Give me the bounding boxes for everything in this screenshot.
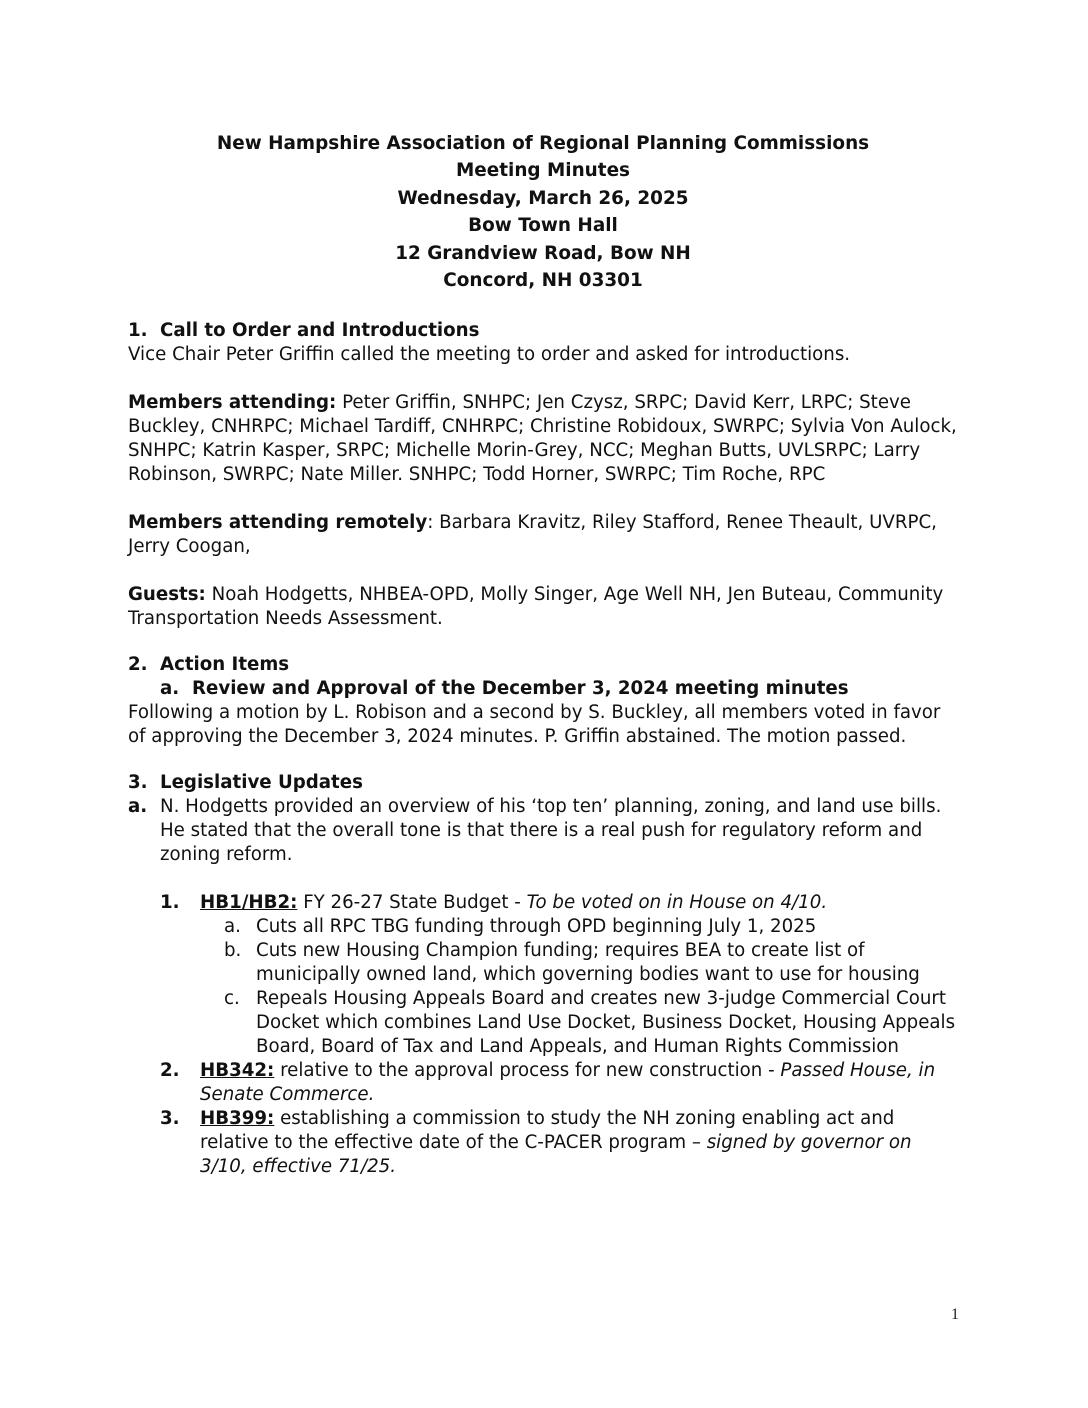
section-title: Call to Order and Introductions <box>160 320 480 342</box>
item-number: a. <box>128 796 148 818</box>
subitem-text: Cuts new Housing Champion funding; requires BEA to create list of municipally owned land, which governing bodies want to use for housing <box>256 940 920 986</box>
doc-title: Meeting Minutes <box>455 160 630 182</box>
guests-list: Noah Hodgetts, NHBEA-OPD, Molly Singer, Age Well NH, Jen Buteau, Community Transportation Needs Assessment. <box>128 584 944 630</box>
section-3-heading <box>128 771 958 795</box>
bill-status: Passed House, in Senate Commerce. <box>200 1060 936 1106</box>
bill-item <box>128 891 958 915</box>
members-label: Members attending: <box>128 392 337 414</box>
bill-code: HB1/HB2: <box>200 892 298 914</box>
bill-code: HB399: <box>200 1108 275 1130</box>
bill-subitem <box>128 939 958 987</box>
bill-subitem <box>128 915 958 939</box>
section-title: Legislative Updates <box>160 772 363 794</box>
meeting-venue: Bow Town Hall <box>468 215 618 237</box>
bill-subitem <box>128 987 958 1059</box>
bill-number: 3. <box>160 1108 180 1130</box>
subitem-number: b. <box>224 940 242 962</box>
bill-status: To be voted on in House on 4/10. <box>526 892 828 914</box>
subitem-text: Repeals Housing Appeals Board and creates new 3-judge Commercial Court Docket which combines Land Use Docket, Business Docket, Housing Appeals Board, Board of Tax and Land Appeals, and Human Rights Commission <box>256 988 956 1058</box>
bill-status: signed by governor on 3/10, effective 71/25. <box>200 1132 912 1178</box>
venue-address: 12 Grandview Road, Bow NH <box>395 242 691 264</box>
bill-item <box>128 1107 958 1179</box>
subitem-number: c. <box>224 988 240 1010</box>
document-page <box>128 130 958 1179</box>
bill-code: HB342: <box>200 1060 275 1082</box>
action-item-heading <box>128 677 958 701</box>
subitem-number: a. <box>224 916 241 938</box>
org-name: New Hampshire Association of Regional Planning Commissions <box>216 133 870 154</box>
document-header <box>128 130 958 294</box>
subsection-number: a. <box>160 678 180 700</box>
remote-list: : Barbara Kravitz, Riley Stafford, Renee Theault, UVRPC, Jerry Coogan, <box>128 512 937 558</box>
bill-item <box>128 1059 958 1107</box>
bill-description: relative to the approval process for new construction - <box>274 1060 781 1082</box>
section-number: 1. <box>128 320 148 342</box>
section-1-heading <box>128 319 958 343</box>
bill-description: FY 26-27 State Budget - <box>297 892 527 914</box>
members-list: Peter Griffin, SNHPC; Jen Czysz, SRPC; David Kerr, LRPC; Steve Buckley, CNHRPC; Michael Tardiff, CNHRPC; Christine Robidoux, SWRPC; Sylvia Von Aulock, SNHPC; Katrin Kasper, SRPC; Michelle Morin-Grey, NCC; Meghan Butts, UVLSRPC; Larry Robinson, SWRPC; Nate Miller. SNHPC; Todd Horner, SWRPC; Tim Roche, RPC <box>128 392 957 486</box>
approval-text: Following a motion by L. Robison and a second by S. Buckley, all members voted in favor of approving the December 3, 2024 minutes. P. Griffin abstained. The motion passed. <box>128 702 941 748</box>
meeting-date: Wednesday, March 26, 2025 <box>397 187 689 209</box>
call-to-order-text: Vice Chair Peter Griffin called the meeting to order and asked for introductions. <box>128 344 851 366</box>
subsection-title: Review and Approval of the December 3, 2024 meeting minutes <box>192 678 849 700</box>
section-2-heading <box>128 653 958 677</box>
remote-label: Members attending remotely <box>128 512 428 534</box>
subitem-text: Cuts all RPC TBG funding through OPD beginning July 1, 2025 <box>256 916 817 938</box>
item-text: N. Hodgetts provided an overview of his ‘top ten’ planning, zoning, and land use bills. He stated that the overall tone is that there is a real push for regulatory reform and zoning reform. <box>160 796 942 866</box>
guests-label: Guests: <box>128 584 206 606</box>
section-number: 3. <box>128 772 148 794</box>
members-remote <box>128 511 958 559</box>
guests <box>128 583 958 631</box>
bill-description: establishing a commission to study the NH zoning enabling act and relative to the effective date of the C-PACER program – <box>200 1108 895 1154</box>
legislative-item <box>128 795 958 867</box>
section-title: Action Items <box>160 654 290 676</box>
bill-number: 2. <box>160 1060 180 1082</box>
page-number: 1 <box>951 1306 959 1323</box>
members-attending <box>128 391 958 487</box>
venue-city: Concord, NH 03301 <box>443 270 643 292</box>
section-number: 2. <box>128 654 148 676</box>
bill-number: 1. <box>160 892 180 914</box>
bill-list <box>128 891 958 1179</box>
